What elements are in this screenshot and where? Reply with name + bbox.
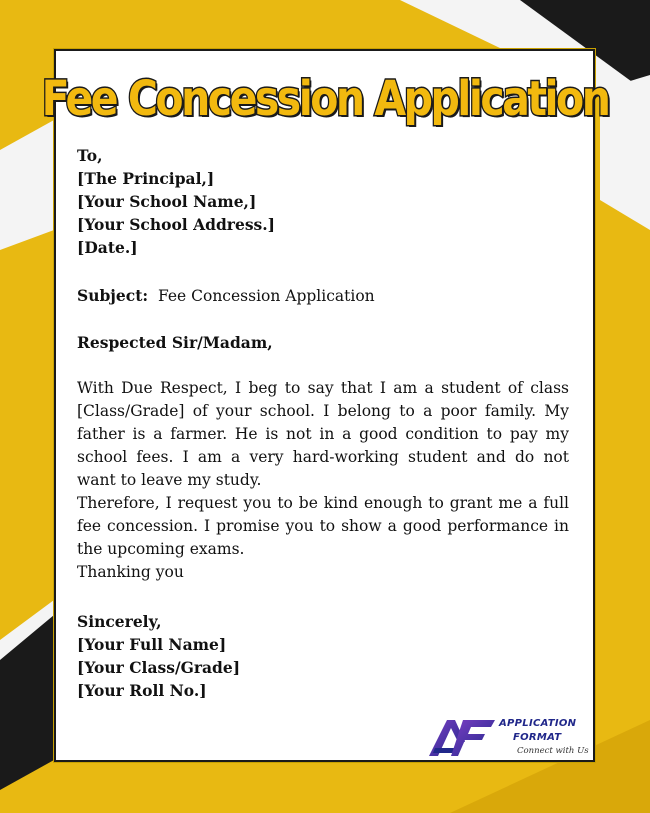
body-paragraph-1: With Due Respect, I beg to say that I am a student of class [Class/Grade] of your school. I belong to a poor family. My father is a farmer. He is not in a good condition to pay my school fees. I am a very hard-working student and do not want to leave my study.	[77, 379, 569, 489]
logo-mark-icon	[425, 712, 500, 762]
address-school-address: [Your School Address.]	[77, 215, 275, 234]
subject-label: Subject:	[77, 286, 149, 305]
letter-body	[77, 377, 569, 584]
salutation: Respected Sir/Madam,	[77, 333, 273, 352]
logo-tagline: Connect with Us	[517, 746, 589, 756]
brand-logo	[425, 712, 590, 762]
closing-block	[77, 610, 569, 702]
body-paragraph-2: Therefore, I request you to be kind enough to grant me a full fee concession. I promise you to show a good performance in the upcoming exams.	[77, 494, 569, 558]
address-date: [Date.]	[77, 238, 138, 257]
logo-text-line2: FORMAT	[513, 732, 562, 743]
address-principal: [The Principal,]	[77, 169, 215, 188]
address-school-name: [Your School Name,]	[77, 192, 257, 211]
page-title: Fee Concession Application	[41, 70, 609, 127]
closing-class-grade: [Your Class/Grade]	[77, 658, 241, 677]
closing-roll-no: [Your Roll No.]	[77, 681, 207, 700]
address-to: To,	[77, 146, 103, 165]
closing-sincerely: Sincerely,	[77, 612, 162, 631]
subject-line	[77, 284, 569, 308]
body-thanks: Thanking you	[77, 563, 184, 581]
recipient-address	[77, 144, 569, 259]
logo-text-line1: APPLICATION	[499, 718, 577, 729]
subject-text: Fee Concession Application	[157, 287, 375, 305]
closing-full-name: [Your Full Name]	[77, 635, 227, 654]
